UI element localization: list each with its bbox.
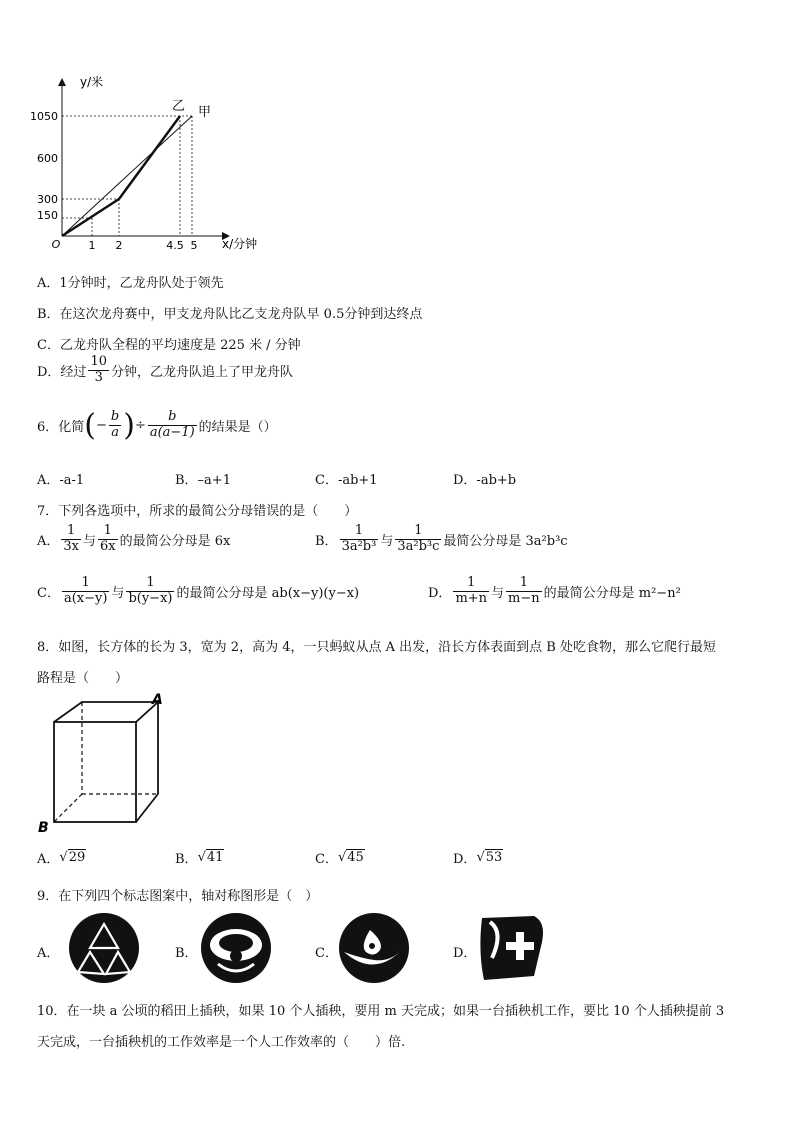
q7-c-f1-den: a(x−y) xyxy=(63,590,108,606)
q7-b-label: B． xyxy=(315,533,338,549)
q7-d-suffix: 的最简公分母是 m²−n² xyxy=(543,585,681,601)
q7-a-fraction-2 xyxy=(98,524,118,555)
q6-option-a: A．-a-1 xyxy=(37,473,85,488)
q8-d-radicand: 53 xyxy=(485,850,503,865)
x-tick-1: 1 xyxy=(88,239,96,252)
recycle-logo-icon xyxy=(66,912,142,984)
q5-option-d xyxy=(37,355,293,386)
q7-option-c xyxy=(37,576,359,607)
q7-c-label: C． xyxy=(37,585,60,601)
q5-d-frac-num: 10 xyxy=(90,354,107,369)
x-axis-label: x/分钟 xyxy=(222,237,258,251)
q7-b-fraction-1 xyxy=(340,524,379,555)
y-axis-label: y/米 xyxy=(80,75,104,89)
q6-option-c: C．-ab+1 xyxy=(315,473,378,488)
q7-d-f2-den: m−n xyxy=(508,590,540,606)
q7-a-f1-num: 1 xyxy=(61,524,81,540)
q7-b-f2-num: 1 xyxy=(395,524,441,540)
q7-b-with: 与 xyxy=(380,533,394,549)
q7-b-f1-den: 3a²b³ xyxy=(341,538,377,554)
q7-option-a xyxy=(37,524,230,555)
q6-div: ÷ xyxy=(134,418,146,433)
sqrt-symbol: √41 xyxy=(197,850,224,865)
q8-option-b xyxy=(175,848,224,867)
q7-c-with: 与 xyxy=(111,585,125,601)
q6-f1-den: a xyxy=(111,425,119,440)
q6-paren-close: ) xyxy=(123,408,135,443)
sqrt-symbol: √53 xyxy=(476,850,503,865)
q7-a-with: 与 xyxy=(83,533,97,549)
q7-d-f1-num: 1 xyxy=(453,576,489,592)
q6-stem xyxy=(37,408,277,443)
label-jia: 甲 xyxy=(198,105,212,120)
sqrt-symbol: √45 xyxy=(337,850,364,865)
q8-option-a xyxy=(37,848,86,867)
q8-c-radicand: 45 xyxy=(347,850,364,865)
q7-a-suffix: 的最简公分母是 6x xyxy=(119,533,231,549)
q7-c-suffix: 的最简公分母是 ab(x−y)(y−x) xyxy=(176,585,360,601)
q7-a-label: A． xyxy=(37,533,60,549)
cuboid-bottom-right-edge xyxy=(136,794,158,822)
point-a-label: A xyxy=(152,692,163,708)
medical-cross-logo-icon xyxy=(474,912,550,984)
q6-fraction-1 xyxy=(109,410,121,441)
q8-stem-line1: 8．如图，长方体的长为 3，宽为 2，高为 4，一只蚂蚁从点 A 出发，沿长方体表面到点 B 处吃食物，那么它爬行最短 xyxy=(37,640,716,655)
label-yi: 乙 xyxy=(172,99,186,114)
q10-stem-line1: 10．在一块 a 公顷的稻田上插秧，如果 10 个人插秧，要用 m 天完成；如果一台插秧机工作，要比 10 个人插秧提前 3 xyxy=(37,1004,725,1019)
q8-b-radicand: 41 xyxy=(206,850,224,865)
x-tick-2: 2 xyxy=(115,239,123,252)
q7-option-b xyxy=(315,524,568,555)
q7-c-f2-num: 1 xyxy=(126,576,174,592)
q8-c-label: C． xyxy=(315,852,338,867)
q7-stem: 7．下列各选项中，所求的最简公分母错误的是（ ） xyxy=(37,504,358,519)
q8-option-c xyxy=(315,848,365,867)
origin-label: O xyxy=(51,238,61,251)
q6-paren-open: ( xyxy=(84,408,96,443)
x-tick-5: 5 xyxy=(190,239,198,252)
q7-d-with: 与 xyxy=(491,585,505,601)
y-tick-1050: 1050 xyxy=(30,110,58,123)
q7-c-f1-num: 1 xyxy=(62,576,109,592)
q7-c-f2-den: b(y−x) xyxy=(128,590,173,606)
y-tick-150: 150 xyxy=(37,209,58,222)
q5-d-prefix: D．经过 xyxy=(37,364,87,380)
point-b-label: B xyxy=(38,820,49,836)
q6-f2-den: a(a−1) xyxy=(149,425,195,440)
water-drop-logo-icon xyxy=(336,912,412,984)
q9-option-b-label: B． xyxy=(175,946,198,961)
q7-a-f1-den: 3x xyxy=(63,538,79,554)
cuboid-top-face xyxy=(54,702,158,722)
q5-option-b: B．在这次龙舟赛中，甲支龙舟队比乙支龙舟队早 0.5分钟到达终点 xyxy=(37,307,423,322)
q9-option-a-label: A． xyxy=(37,946,60,961)
sqrt-symbol: √29 xyxy=(59,850,86,865)
q8-option-d xyxy=(453,848,503,867)
q7-a-f2-num: 1 xyxy=(98,524,118,540)
q7-d-label: D． xyxy=(428,585,452,601)
q10-stem-line2: 天完成，一台插秧机的工作效率是一个人工作效率的（ ）倍. xyxy=(37,1035,406,1050)
q7-d-f2-num: 1 xyxy=(506,576,542,592)
q9-option-c-label: C． xyxy=(315,946,338,961)
q8-d-label: D． xyxy=(453,852,477,867)
q8-stem-line2: 路程是（ ） xyxy=(37,671,129,686)
q5-d-fraction xyxy=(88,355,109,386)
q7-b-f2-den: 3a²b³c xyxy=(397,538,440,554)
q6-fraction-2 xyxy=(148,410,197,441)
q6-prefix: 6．化简 xyxy=(37,420,85,435)
cuboid-hidden-diagonal xyxy=(54,794,82,822)
q6-option-b: B．–a+1 xyxy=(175,473,231,488)
quality-logo-icon xyxy=(198,912,274,984)
q5-d-suffix: 分钟，乙龙舟队追上了甲龙舟队 xyxy=(110,364,293,380)
q5-option-c: C．乙龙舟队全程的平均速度是 225 米 / 分钟 xyxy=(37,338,301,353)
q6-minus: − xyxy=(96,418,107,433)
q5-option-a: A．1分钟时，乙龙舟队处于领先 xyxy=(37,276,224,291)
q8-a-radicand: 29 xyxy=(68,850,86,865)
q7-a-f2-den: 6x xyxy=(100,538,116,554)
q7-c-fraction-2 xyxy=(126,576,174,607)
q6-option-d: D．-ab+b xyxy=(453,473,517,488)
series-jia-line xyxy=(62,116,192,236)
cuboid-figure xyxy=(36,690,176,840)
y-tick-300: 300 xyxy=(37,193,58,206)
q7-c-fraction-1 xyxy=(62,576,109,607)
q8-b-label: B． xyxy=(175,852,198,867)
q9-option-d-label: D． xyxy=(453,946,477,961)
cuboid-front-face xyxy=(54,722,136,822)
y-axis-arrow xyxy=(58,78,66,86)
q5-d-frac-den: 3 xyxy=(94,369,103,385)
q6-f2-num: b xyxy=(148,410,197,426)
q6-suffix: 的结果是（） xyxy=(198,420,277,435)
x-tick-4-5: 4.5 xyxy=(166,239,184,252)
q7-b-fraction-2 xyxy=(395,524,441,555)
q7-d-fraction-2 xyxy=(506,576,542,607)
distance-time-graph xyxy=(30,70,280,255)
q7-a-fraction-1 xyxy=(61,524,81,555)
q7-b-suffix: 最简公分母是 3a²b³c xyxy=(443,533,568,549)
q6-f1-num: b xyxy=(110,409,120,425)
q7-d-fraction-1 xyxy=(453,576,489,607)
q8-a-label: A． xyxy=(37,852,60,867)
q7-b-f1-num: 1 xyxy=(340,524,379,540)
q7-option-d xyxy=(428,576,681,607)
q7-d-f1-den: m+n xyxy=(455,590,488,606)
q9-stem: 9．在下列四个标志图案中，轴对称图形是（ ） xyxy=(37,889,319,904)
y-tick-600: 600 xyxy=(37,152,58,165)
